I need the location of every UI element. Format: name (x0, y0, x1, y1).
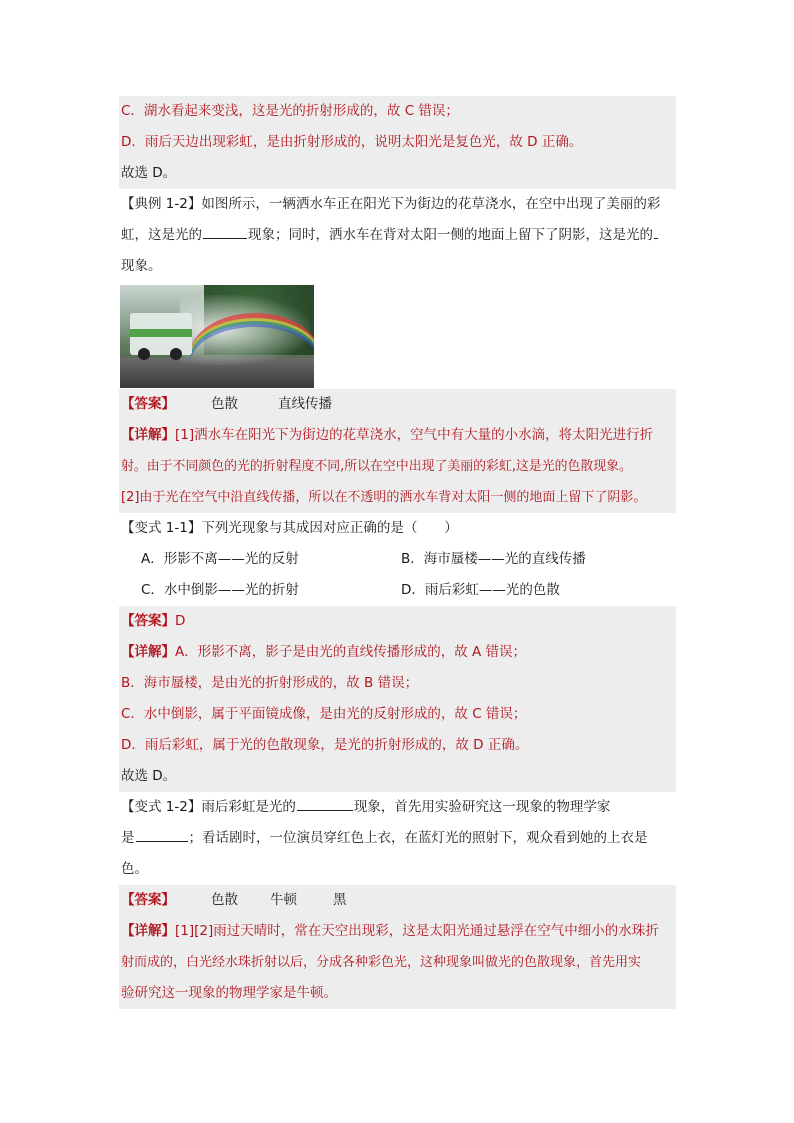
example-text-2b: 现象；同时，洒水车在背对太阳一侧的地面上留下了阴影，这是光的 (248, 227, 653, 243)
variant-1-2-detail-3: 验研究这一现象的物理学家是牛顿。 (119, 978, 676, 1009)
answer-value-3: 黑 (333, 892, 347, 908)
example-1-2-line-1 (119, 189, 676, 220)
example-text-1: 如图所示，一辆洒水车正在阳光下为街边的花草浇水，在空中出现了美丽的彩 (201, 196, 661, 212)
document-page (119, 96, 676, 1009)
variant-detail-c: C．水中倒影，属于平面镜成像，是由光的反射形成的，故 C 错误； (119, 699, 676, 730)
wheel-shape (138, 348, 150, 360)
variant-1-2-detail-1 (119, 916, 676, 947)
example-text-2a: 虹，这是光的 (121, 227, 202, 243)
detail-text-1: [1][2]雨过天晴时，常在天空出现彩，这是太阳光通过悬浮在空气中细小的水珠折 (175, 923, 659, 939)
option-c: C．水中倒影——光的折射 (141, 582, 299, 598)
variant-question-text: 下列光现象与其成因对应正确的是（ ） (201, 520, 458, 536)
analysis-d-line: D．雨后天边出现彩虹，是由折射形成的，说明太阳光是复色光，故 D 正确。 (119, 127, 676, 158)
detail-text-a: A．形影不离，影子是由光的直线传播形成的，故 A 错误； (175, 644, 527, 660)
options-row-1 (119, 544, 676, 575)
answer-blank (297, 796, 353, 811)
example-1-2-line-3: 现象。 (121, 258, 162, 274)
answer-value-1: 色散 (211, 892, 238, 908)
variant-text-1a: 雨后彩虹是光的 (201, 799, 296, 815)
option-a: A．形影不离——光的反射 (141, 551, 299, 567)
answer-value-2: 牛顿 (270, 892, 297, 908)
variant-detail-b: B．海市蜃楼，是由光的折射形成的，故 B 错误； (119, 668, 676, 699)
answer-blank (203, 224, 247, 239)
variant-1-2-detail-2: 射而成的，白光经水珠折射以后，分成各种彩色光，这种现象叫做光的色散现象，首先用实 (119, 947, 676, 978)
rainbow-shape (190, 313, 314, 388)
example-1-2-line-2 (119, 220, 676, 251)
detail-label: 【详解】 (121, 427, 175, 443)
detail-text-1: [1]洒水车在阳光下为街边的花草浇水，空气中有大量的小水滴，将太阳光进行折 (175, 427, 654, 443)
variant-1-2-line-2 (119, 823, 676, 854)
answer-blank (654, 224, 658, 239)
analysis-c-line: C．湖水看起来变浅，这是光的折射形成的，故 C 错误； (119, 96, 676, 127)
truck-shape (130, 313, 192, 355)
choose-d-line: 故选 D。 (119, 158, 676, 189)
rainbow-truck-photo (120, 285, 314, 388)
variant-detail-d: D．雨后彩虹，属于光的色散现象，是光的折射形成的，故 D 正确。 (119, 730, 676, 761)
detail-label: 【详解】 (121, 923, 175, 939)
wheel-shape (170, 348, 182, 360)
example-answer-line (119, 389, 676, 420)
variant-1-1-question (119, 513, 676, 544)
variant-text-1b: 现象，首先用实验研究这一现象的物理学家 (353, 799, 611, 815)
variant-1-2-answer (119, 885, 676, 916)
variant-detail-a (119, 637, 676, 668)
variant-tag: 【变式 1-2】 (121, 799, 202, 815)
example-detail-line-3: [2]由于光在空气中沿直线传播，所以在不透明的洒水车背对太阳一侧的地面上留下了阴影。 (119, 482, 676, 513)
answer-blank (136, 827, 188, 842)
options-row-2 (119, 575, 676, 606)
variant-1-1-answer (119, 606, 676, 637)
variant-text-2b: ；看话剧时，一位演员穿红色上衣，在蓝灯光的照射下，观众看到她的上衣是 (188, 830, 648, 846)
answer-value-2: 直线传播 (278, 396, 332, 412)
answer-label: 【答案】 (121, 396, 175, 412)
option-b: B．海市蜃楼——光的直线传播 (401, 551, 586, 567)
variant-tag: 【变式 1-1】 (121, 520, 202, 536)
variant-choose-line: 故选 D。 (119, 761, 676, 792)
example-tag: 【典例 1-2】 (121, 196, 202, 212)
example-detail-line-2: 射。由于不同颜色的光的折射程度不同,所以在空中出现了美丽的彩虹,这是光的色散现象。 (119, 451, 676, 482)
variant-text-2a: 是 (121, 830, 135, 846)
example-detail-line-1 (119, 420, 676, 451)
detail-label: 【详解】 (121, 644, 175, 660)
answer-value: D (175, 613, 186, 629)
answer-value-1: 色散 (211, 396, 238, 412)
variant-1-2-line-3: 色。 (121, 861, 148, 877)
answer-label: 【答案】 (121, 892, 175, 908)
variant-1-2-line-1 (119, 792, 676, 823)
option-d: D．雨后彩虹——光的色散 (401, 582, 560, 598)
answer-label: 【答案】 (121, 613, 175, 629)
truck-stripe (130, 329, 192, 337)
